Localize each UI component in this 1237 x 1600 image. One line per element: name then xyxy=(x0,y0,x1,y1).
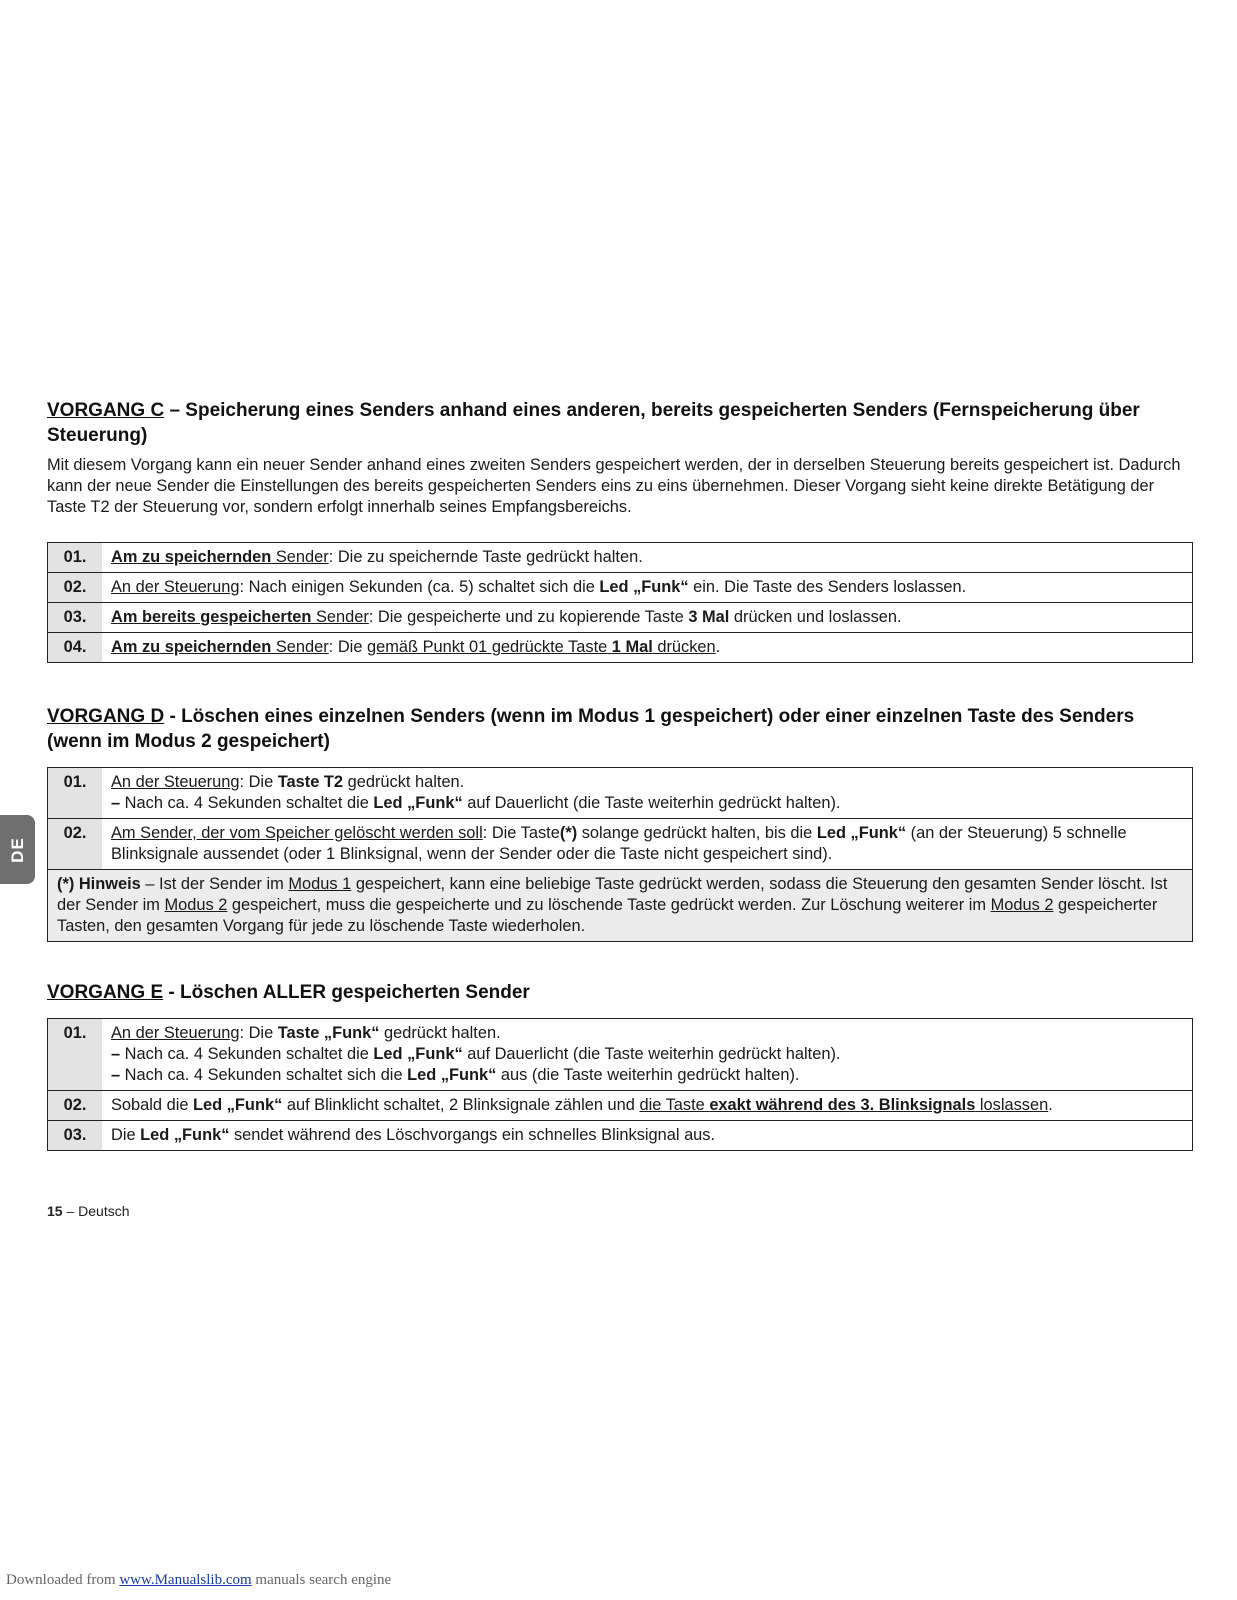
section-c xyxy=(47,398,1193,518)
section-e xyxy=(47,980,1193,1005)
table-row: 02. An der Steuerung: Nach einigen Sekunden (ca. 5) schaltet sich die Led „Funk“ ein. Die Taste des Senders loslassen. xyxy=(48,573,1193,603)
table-row: 03. Am bereits gespeicherten Sender: Die gespeicherte und zu kopierende Taste 3 Mal drücken und loslassen. xyxy=(48,603,1193,633)
table-row: 04. Am zu speichernden Sender: Die gemäß Punkt 01 gedrückte Taste 1 Mal drücken. xyxy=(48,633,1193,663)
manualslib-link[interactable]: www.Manualslib.com xyxy=(119,1572,252,1588)
table-row: 01. Am zu speichernden Sender: Die zu speichernde Taste gedrückt halten. xyxy=(48,543,1193,573)
page-number: 15 xyxy=(47,1203,63,1219)
table-row: 01. An der Steuerung: Die Taste T2 gedrückt halten. – Nach ca. 4 Sekunden schaltet die Led „Funk“ auf Dauerlicht (die Taste weiterhin gedrückt halten). xyxy=(48,768,1193,819)
table-row: 03. Die Led „Funk“ sendet während des Löschvorgangs ein schnelles Blinksignal aus. xyxy=(48,1121,1193,1151)
section-d-table xyxy=(47,767,1193,942)
table-row: 02. Am Sender, der vom Speicher gelöscht werden soll: Die Taste(*) solange gedrückt halten, bis die Led „Funk“ (an der Steuerung) 5 schnelle Blinksignale aussendet (oder 1 Blinksignal, wenn der Sender oder die Taste nicht gespeichert sind). xyxy=(48,819,1193,870)
section-e-table xyxy=(47,1018,1193,1151)
section-d xyxy=(47,704,1193,754)
section-c-table xyxy=(47,542,1193,663)
note-row: (*) Hinweis – Ist der Sender im Modus 1 gespeichert, kann eine beliebige Taste gedrückt werden, sodass die Steuerung den gesamten Sender löscht. Ist der Sender im Modus 2 gespeichert, muss die gespeicherte und zu löschende Taste gedrückt werden. Zur Löschung weiterer im Modus 2 gespeicherter Tasten, den gesamten Vorgang für jede zu löschende Taste wiederholen. xyxy=(48,870,1193,942)
language-tab xyxy=(0,815,35,884)
download-notice: Downloaded from www.Manualslib.com manuals search engine xyxy=(6,1572,392,1588)
section-c-intro: Mit diesem Vorgang kann ein neuer Sender anhand eines zweiten Senders gespeichert werden, der in derselben Steuerung bereits gespeichert ist. Dadurch kann der neue Sender die Einstellungen des bereits gespeicherten Senders eins zu eins übernehmen. Dieser Vorgang sieht keine direkte Betätigung der Taste T2 der Steuerung vor, sondern erfolgt innerhalb seines Empfangsbereichs. xyxy=(47,456,1181,516)
table-row: 01. An der Steuerung: Die Taste „Funk“ gedrückt halten. – Nach ca. 4 Sekunden schaltet die Led „Funk“ auf Dauerlicht (die Taste weiterhin gedrückt halten). – Nach ca. 4 Sekunden schaltet sich die Led „Funk“ aus (die Taste weiterhin gedrückt halten). xyxy=(48,1019,1193,1091)
page-footer xyxy=(47,1203,130,1219)
section-d-title: VORGANG D - Löschen eines einzelnen Senders (wenn im Modus 1 gespeichert) oder einer einzelnen Taste des Senders (wenn im Modus 2 gespeichert) xyxy=(47,706,1135,752)
section-c-title: VORGANG C – Speicherung eines Senders anhand eines anderen, bereits gespeicherten Senders (Fernspeicherung über Steuerung) xyxy=(47,400,1140,446)
page-language: – Deutsch xyxy=(62,1203,130,1219)
language-tab-label: DE xyxy=(7,836,27,863)
section-e-title: VORGANG E - Löschen ALLER gespeicherten Sender xyxy=(47,982,530,1003)
table-row: 02. Sobald die Led „Funk“ auf Blinklicht schaltet, 2 Blinksignale zählen und die Taste exakt während des 3. Blinksignals loslassen. xyxy=(48,1091,1193,1121)
